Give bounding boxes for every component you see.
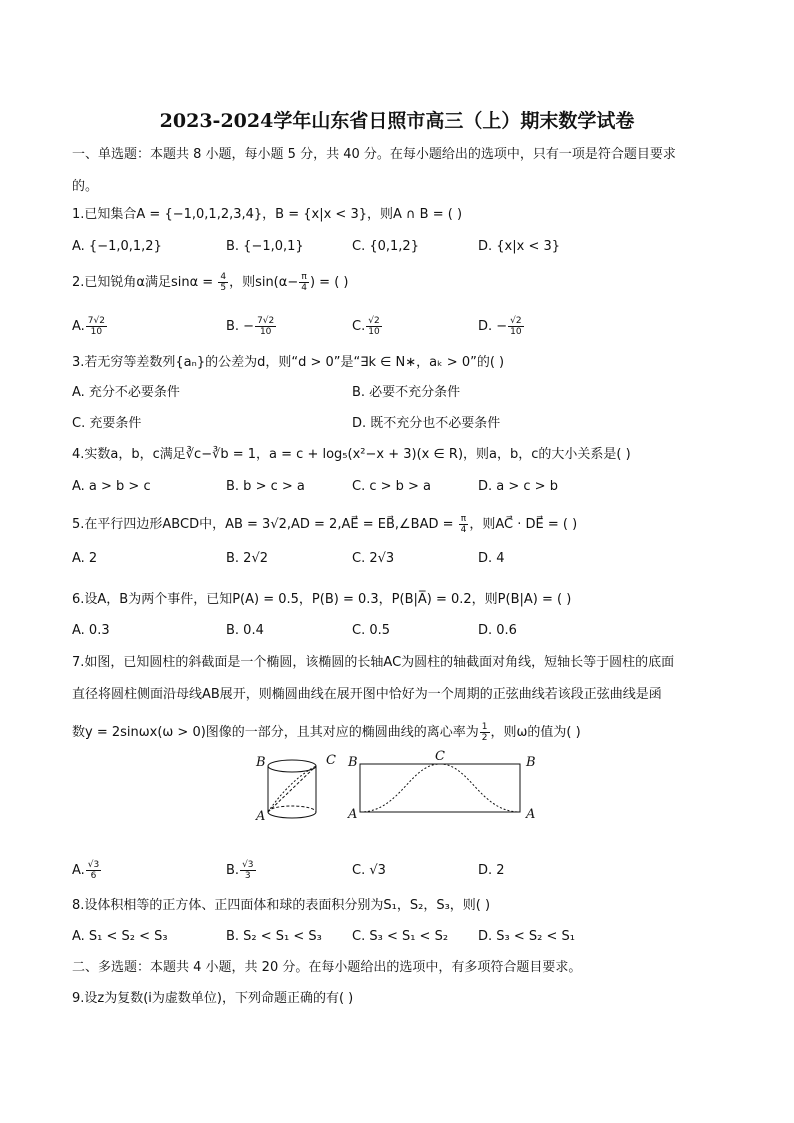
q7-stem-line3 (72, 722, 581, 743)
q2-pi-num: π (299, 272, 309, 283)
q5-stem-part1: 5.在平行四边形ABCD中，AB = 3√2,AD = 2,AE⃗ = EB⃗,∠BAD = (72, 517, 458, 532)
q6-stem: 6.设A，B为两个事件，已知P(A) = 0.5，P(B) = 0.3，P(B|A̅) = 0.2，则P(B|A) = ( ) (72, 592, 572, 607)
unrolled-label-a-right: A (526, 807, 536, 822)
q7-option-d: D. 2 (478, 863, 505, 878)
q2-option-c (352, 316, 383, 337)
section2-heading: 二、多选题：本题共 4 小题，共 20 分。在每小题给出的选项中，有多项符合题目要求。 (72, 960, 582, 975)
q2-option-a-label: A. (72, 319, 85, 334)
q7-option-b-frac (240, 860, 255, 881)
q3-option-b: B. 必要不充分条件 (352, 385, 461, 400)
q8-option-c: C. S₃ < S₁ < S₂ (352, 929, 449, 944)
q4-option-a: A. a > b > c (72, 479, 151, 494)
q2-option-d-frac (508, 316, 523, 337)
q5-fraction-num: π (459, 514, 469, 525)
q1-option-c: C. {0,1,2} (352, 239, 419, 254)
q5-fraction-den: 4 (460, 525, 467, 535)
q2-option-a-num: 7√2 (87, 316, 105, 326)
q4-stem: 4.实数a，b，c满足∛c−∛b = 1，a = c + log₅(x²−x + 3)(x ∈ R)，则a，b，c的大小关系是( ) (72, 447, 631, 462)
cylinder-label-b: B (256, 755, 266, 770)
unrolled-label-c: C (435, 750, 445, 764)
q3-stem: 3.若无穷等差数列{aₙ}的公差为d，则“d > 0”是“∃k ∈ N∗，aₖ > 0”的( ) (72, 355, 505, 370)
q2-option-a-den: 10 (90, 327, 103, 337)
q5-stem (72, 514, 577, 535)
q7-option-c: C. √3 (352, 863, 386, 878)
q2-option-a-frac (86, 316, 107, 337)
section1-heading-cont: 的。 (72, 179, 99, 194)
q2-pi-fraction (299, 272, 309, 293)
q2-stem-part3: ) = ( ) (309, 275, 349, 290)
q7-option-b-num: √3 (242, 860, 254, 870)
q7-option-a-den: 6 (90, 871, 97, 881)
q2-stem-part2: ，则sin(α− (229, 275, 299, 290)
q2-stem-part1: 2.已知锐角α满足sinα = (72, 275, 218, 290)
q7-option-b-label: B. (226, 863, 240, 878)
q2-option-c-den: 10 (368, 327, 380, 337)
q2-option-b-num: 7√2 (257, 316, 275, 326)
q8-option-a: A. S₁ < S₂ < S₃ (72, 929, 168, 944)
q7-stem-line1: 7.如图，已知圆柱的斜截面是一个椭圆，该椭圆的长轴AC为圆柱的轴截面对角线，短轴长等于圆柱的底面 (72, 655, 675, 670)
q2-option-b (226, 316, 277, 337)
q5-option-c: C. 2√3 (352, 551, 395, 566)
q2-option-c-label: C. (352, 319, 366, 334)
cylinder-figure (268, 760, 316, 818)
q2-option-a (72, 316, 108, 337)
q7-stem-line3-part2: ，则ω的值为( ) (490, 725, 581, 740)
unrolled-label-a-left: A (348, 807, 358, 822)
unrolled-label-b-right: B (526, 755, 536, 770)
q5-option-b: B. 2√2 (226, 551, 269, 566)
q8-option-b: B. S₂ < S₁ < S₃ (226, 929, 322, 944)
q6-option-b: B. 0.4 (226, 623, 264, 638)
q7-option-b (226, 860, 257, 881)
q2-fraction (218, 272, 228, 293)
exam-title: 2023-2024学年山东省日照市高三（上）期末数学试卷 (159, 110, 635, 132)
q1-option-a: A. {−1,0,1,2} (72, 239, 162, 254)
unrolled-label-b-left: B (348, 755, 358, 770)
q2-fraction-num: 4 (220, 272, 227, 282)
q7-option-a-frac (86, 860, 101, 881)
section1-heading: 一、单选题：本题共 8 小题，每小题 5 分，共 40 分。在每小题给出的选项中，只有一项是符合题目要求 (72, 147, 676, 162)
q7-option-a-num: √3 (87, 860, 100, 870)
q2-stem (72, 272, 348, 293)
q1-option-b: B. {−1,0,1} (226, 239, 304, 254)
q8-option-d: D. S₃ < S₂ < S₁ (478, 929, 575, 944)
q7-fraction-num: 1 (481, 722, 488, 732)
q3-option-a: A. 充分不必要条件 (72, 385, 180, 400)
q4-option-c: C. c > b > a (352, 479, 432, 494)
q2-option-c-frac (366, 316, 381, 337)
q7-stem-line2: 直径将圆柱侧面沿母线AB展开，则椭圆曲线在展开图中恰好为一个周期的正弦曲线若该段正弦曲线是函 (72, 687, 662, 702)
unrolled-rectangle-figure (360, 764, 520, 812)
q7-option-a-label: A. (72, 863, 85, 878)
q7-fraction-den: 2 (481, 733, 488, 743)
q7-option-a (72, 860, 102, 881)
cylinder-label-a: A (256, 809, 266, 824)
cylinder-label-c: C (326, 753, 336, 768)
q1-option-d: D. {x|x < 3} (478, 239, 561, 254)
q2-option-b-frac (255, 316, 276, 337)
q2-option-d-label: D. − (478, 319, 508, 334)
q7-option-b-den: 3 (244, 871, 251, 881)
q2-fraction-den: 5 (220, 283, 227, 293)
q7-figure (250, 750, 550, 830)
q5-stem-part2: ，则AC⃗ · DE⃗ = ( ) (469, 517, 578, 532)
q2-option-b-den: 10 (259, 327, 272, 337)
q4-option-b: B. b > c > a (226, 479, 305, 494)
q2-option-c-num: √2 (368, 316, 380, 326)
q5-option-a: A. 2 (72, 551, 98, 566)
q2-option-b-label: B. − (226, 319, 255, 334)
q8-stem: 8.设体积相等的正方体、正四面体和球的表面积分别为S₁，S₂，S₃，则( ) (72, 898, 491, 913)
q2-option-d (478, 316, 525, 337)
q7-stem-line3-part1: 数y = 2sinωx(ω > 0)图像的一部分，且其对应的椭圆曲线的离心率为 (72, 725, 479, 740)
q2-option-d-num: √2 (510, 316, 522, 326)
q5-option-d: D. 4 (478, 551, 505, 566)
q6-option-a: A. 0.3 (72, 623, 110, 638)
q3-option-d: D. 既不充分也不必要条件 (352, 416, 501, 431)
q2-pi-den: 4 (301, 283, 307, 293)
q3-option-c: C. 充要条件 (72, 416, 142, 431)
q5-fraction (459, 514, 469, 535)
q4-option-d: D. a > c > b (478, 479, 558, 494)
q9-stem: 9.设z为复数(i为虚数单位)，下列命题正确的有( ) (72, 991, 354, 1006)
q1-stem: 1.已知集合A = {−1,0,1,2,3,4}，B = {x|x < 3}，则A ∩ B = ( ) (72, 207, 463, 222)
q2-option-d-den: 10 (510, 327, 522, 337)
q6-option-c: C. 0.5 (352, 623, 391, 638)
q6-option-d: D. 0.6 (478, 623, 517, 638)
q7-fraction (480, 722, 490, 743)
